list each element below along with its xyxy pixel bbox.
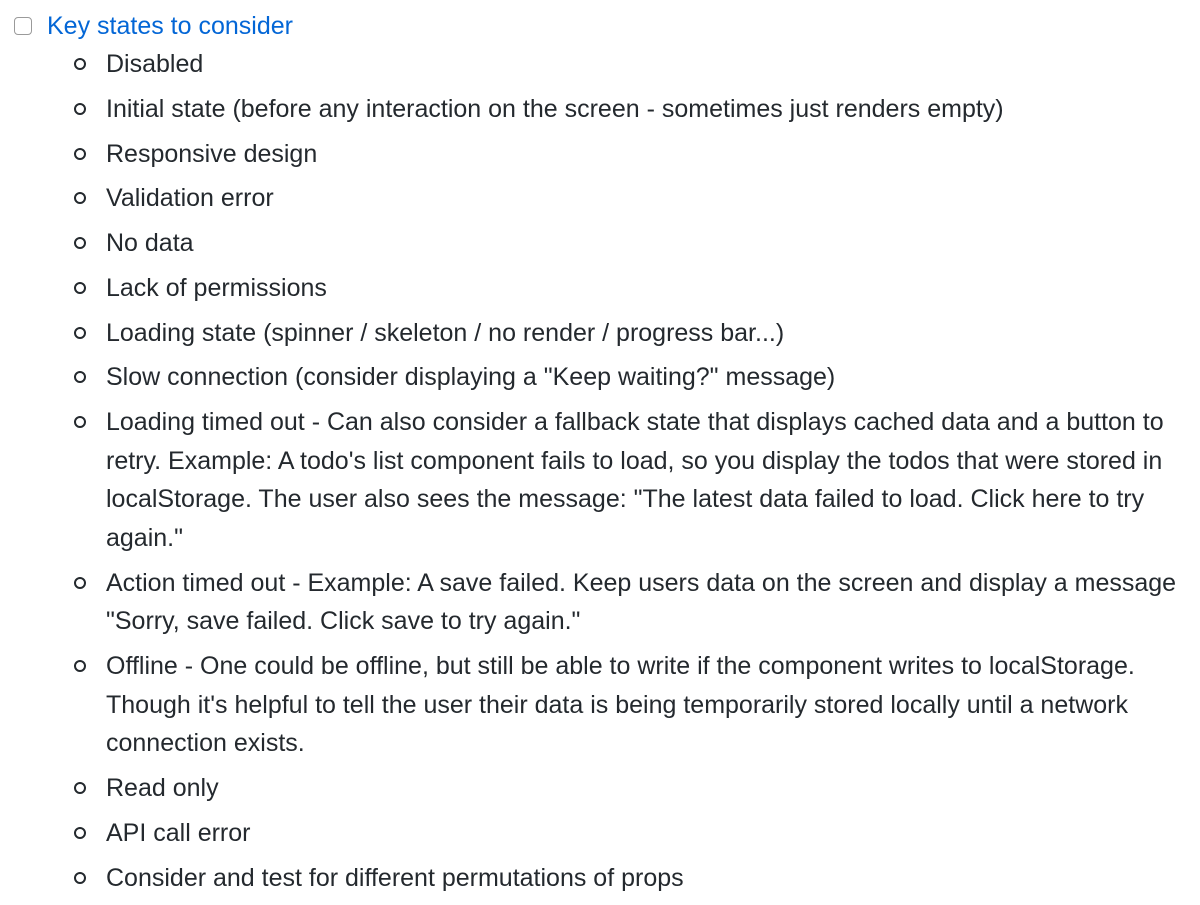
list-item <box>74 403 1184 557</box>
list-item-text: API call error <box>106 818 251 847</box>
hollow-bullet-icon <box>74 327 86 339</box>
list-item <box>74 647 1184 763</box>
list-item-text: Action timed out - Example: A save failed. Keep users data on the screen and display a message "Sorry, save failed. Click save to try again." <box>106 568 1177 636</box>
list-item <box>74 269 1184 308</box>
list-item <box>74 814 1184 853</box>
list-item-text: Slow connection (consider displaying a "Keep waiting?" message) <box>106 363 836 392</box>
hollow-bullet-icon <box>74 237 86 249</box>
list-item <box>74 859 1184 898</box>
hollow-bullet-icon <box>74 660 86 672</box>
list-item-text: Offline - One could be offline, but still be able to write if the component writes to localStorage. Though it's helpful to tell the user their data is being temporarily stored locally until a network connection exists. <box>106 652 1135 758</box>
hollow-bullet-icon <box>74 782 86 794</box>
list-item <box>74 564 1184 641</box>
hollow-bullet-icon <box>74 577 86 589</box>
list-item <box>74 90 1184 129</box>
list-item <box>74 314 1184 353</box>
hollow-bullet-icon <box>74 103 86 115</box>
list-item <box>74 224 1184 263</box>
list-item <box>74 135 1184 174</box>
key-states-list <box>74 45 1184 904</box>
hollow-bullet-icon <box>74 416 86 428</box>
list-item-text: Loading timed out - Can also consider a fallback state that displays cached data and a button to retry. Example: A todo's list component fails to load, so you display the todos that were stored in localStorage. The user also sees the message: "The latest data failed to load. Click here to try again." <box>106 408 1164 553</box>
hollow-bullet-icon <box>74 192 86 204</box>
task-list-item <box>14 11 293 41</box>
hollow-bullet-icon <box>74 148 86 160</box>
list-item <box>74 769 1184 808</box>
list-item-text: Validation error <box>106 184 274 213</box>
list-item-text: No data <box>106 229 194 258</box>
list-item-text: Initial state (before any interaction on the screen - sometimes just renders empty) <box>106 94 1004 123</box>
list-item-text: Lack of permissions <box>106 273 327 302</box>
list-item-text: Responsive design <box>106 139 318 168</box>
hollow-bullet-icon <box>74 58 86 70</box>
hollow-bullet-icon <box>74 371 86 383</box>
list-item <box>74 179 1184 218</box>
list-item-text: Read only <box>106 774 219 803</box>
task-checkbox[interactable] <box>14 17 32 35</box>
hollow-bullet-icon <box>74 827 86 839</box>
list-item <box>74 45 1184 84</box>
list-item-text: Consider and test for different permutations of props <box>106 863 684 892</box>
list-item <box>74 358 1184 397</box>
hollow-bullet-icon <box>74 872 86 884</box>
hollow-bullet-icon <box>74 282 86 294</box>
task-title-link[interactable]: Key states to consider <box>47 12 293 40</box>
list-item-text: Loading state (spinner / skeleton / no render / progress bar...) <box>106 318 785 347</box>
list-item-text: Disabled <box>106 50 204 78</box>
